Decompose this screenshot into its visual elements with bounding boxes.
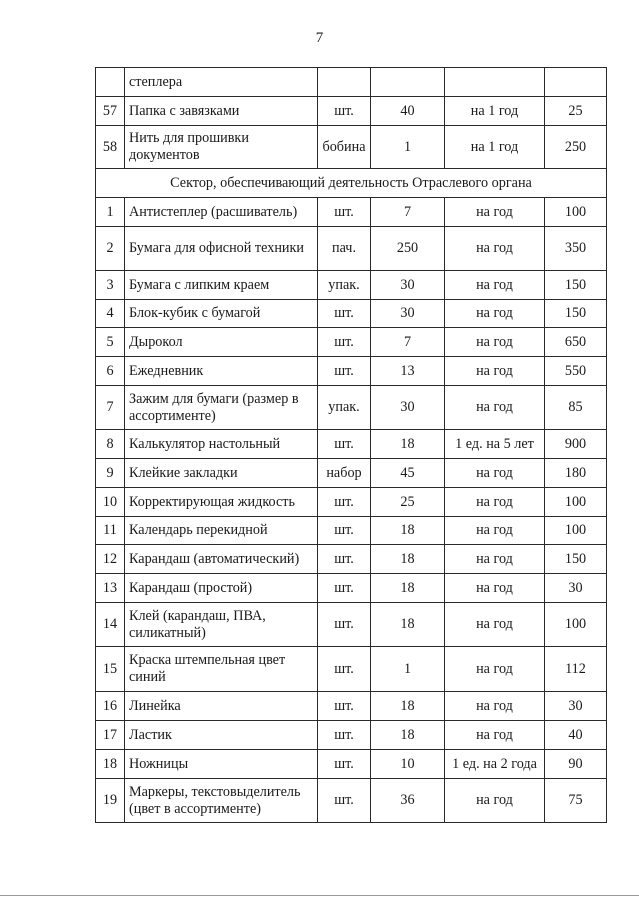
cell-period: на год [445, 227, 545, 271]
cell-name: Дырокол [125, 328, 318, 357]
page-number: 7 [315, 30, 324, 46]
cell-period: на год [445, 357, 545, 386]
table-row [96, 692, 607, 721]
section-header [96, 169, 607, 198]
cell-price: 250 [545, 126, 607, 169]
cell-qty: 25 [371, 488, 445, 517]
cell-num [96, 68, 125, 97]
cell-qty [371, 68, 445, 97]
cell-unit: шт. [318, 488, 371, 517]
cell-name: Ластик [125, 721, 318, 750]
section-title: Сектор, обеспечивающий деятельность Отраслевого органа [96, 169, 607, 198]
cell-unit: шт. [318, 603, 371, 647]
cell-period: на год [445, 517, 545, 545]
cell-qty: 18 [371, 574, 445, 603]
cell-unit: шт. [318, 779, 371, 823]
table-row [96, 517, 607, 545]
cell-period: на год [445, 386, 545, 430]
table-row [96, 271, 607, 300]
cell-period: на год [445, 779, 545, 823]
cell-num: 8 [96, 430, 125, 459]
table-row [96, 97, 607, 126]
continuation-rows [96, 68, 607, 169]
cell-period: на год [445, 647, 545, 692]
cell-num: 15 [96, 647, 125, 692]
cell-period: на год [445, 721, 545, 750]
cell-qty: 7 [371, 328, 445, 357]
table-row [96, 198, 607, 227]
cell-price: 100 [545, 198, 607, 227]
cell-num: 57 [96, 97, 125, 126]
cell-price: 85 [545, 386, 607, 430]
cell-num: 2 [96, 227, 125, 271]
cell-qty: 36 [371, 779, 445, 823]
cell-unit: упак. [318, 271, 371, 300]
cell-price: 150 [545, 271, 607, 300]
table-row [96, 779, 607, 823]
cell-name: Корректирующая жидкость [125, 488, 318, 517]
cell-num: 17 [96, 721, 125, 750]
cell-qty: 18 [371, 692, 445, 721]
cell-price: 40 [545, 721, 607, 750]
table-row [96, 328, 607, 357]
cell-unit: шт. [318, 97, 371, 126]
cell-unit: бобина [318, 126, 371, 169]
supplies-table [95, 67, 607, 823]
table-row [96, 357, 607, 386]
cell-period: на 1 год [445, 126, 545, 169]
cell-price: 550 [545, 357, 607, 386]
cell-qty: 40 [371, 97, 445, 126]
cell-price: 150 [545, 300, 607, 328]
cell-price: 30 [545, 692, 607, 721]
cell-unit: шт. [318, 328, 371, 357]
cell-period: на 1 год [445, 97, 545, 126]
cell-price: 180 [545, 459, 607, 488]
cell-qty: 1 [371, 647, 445, 692]
table-row [96, 386, 607, 430]
table-row [96, 430, 607, 459]
cell-name: Ежедневник [125, 357, 318, 386]
table-row [96, 545, 607, 574]
cell-name: Калькулятор настольный [125, 430, 318, 459]
cell-name: Блок-кубик с бумагой [125, 300, 318, 328]
cell-name: Папка с завязками [125, 97, 318, 126]
cell-unit: шт. [318, 692, 371, 721]
cell-price: 75 [545, 779, 607, 823]
table-row [96, 750, 607, 779]
cell-price: 90 [545, 750, 607, 779]
cell-num: 19 [96, 779, 125, 823]
cell-num: 5 [96, 328, 125, 357]
cell-price: 30 [545, 574, 607, 603]
table-row [96, 647, 607, 692]
cell-qty: 13 [371, 357, 445, 386]
cell-num: 18 [96, 750, 125, 779]
cell-name: степлера [125, 68, 318, 97]
cell-num: 7 [96, 386, 125, 430]
cell-price: 100 [545, 603, 607, 647]
cell-unit: шт. [318, 647, 371, 692]
cell-unit: упак. [318, 386, 371, 430]
cell-unit: шт. [318, 517, 371, 545]
cell-qty: 18 [371, 517, 445, 545]
cell-name: Клейкие закладки [125, 459, 318, 488]
table-row [96, 721, 607, 750]
cell-price: 100 [545, 517, 607, 545]
cell-name: Бумага для офисной техники [125, 227, 318, 271]
cell-qty: 18 [371, 430, 445, 459]
cell-num: 3 [96, 271, 125, 300]
cell-qty: 45 [371, 459, 445, 488]
cell-name: Нить для прошивки документов [125, 126, 318, 169]
cell-period: на год [445, 603, 545, 647]
cell-num: 1 [96, 198, 125, 227]
cell-price [545, 68, 607, 97]
cell-unit: шт. [318, 300, 371, 328]
cell-period: на год [445, 300, 545, 328]
cell-name: Маркеры, текстовыделитель (цвет в ассортименте) [125, 779, 318, 823]
cell-num: 4 [96, 300, 125, 328]
cell-period: 1 ед. на 5 лет [445, 430, 545, 459]
table-row [96, 488, 607, 517]
cell-qty: 250 [371, 227, 445, 271]
cell-qty: 30 [371, 300, 445, 328]
cell-qty: 1 [371, 126, 445, 169]
table-row [96, 227, 607, 271]
section-row [96, 169, 607, 198]
cell-unit: шт. [318, 721, 371, 750]
cell-unit: шт. [318, 198, 371, 227]
table-row [96, 459, 607, 488]
cell-name: Клей (карандаш, ПВА, силикатный) [125, 603, 318, 647]
cell-unit: шт. [318, 574, 371, 603]
cell-period: на год [445, 574, 545, 603]
cell-period: на год [445, 459, 545, 488]
cell-name: Зажим для бумаги (размер в ассортименте) [125, 386, 318, 430]
cell-unit: шт. [318, 750, 371, 779]
section-rows [96, 198, 607, 823]
cell-price: 350 [545, 227, 607, 271]
cell-period [445, 68, 545, 97]
cell-period: 1 ед. на 2 года [445, 750, 545, 779]
table-row [96, 300, 607, 328]
cell-name: Линейка [125, 692, 318, 721]
cell-unit: шт. [318, 430, 371, 459]
cell-name: Карандаш (автоматический) [125, 545, 318, 574]
cell-name: Карандаш (простой) [125, 574, 318, 603]
table-row [96, 68, 607, 97]
cell-num: 58 [96, 126, 125, 169]
cell-period: на год [445, 271, 545, 300]
cell-qty: 18 [371, 721, 445, 750]
cell-name: Бумага с липким краем [125, 271, 318, 300]
cell-unit: пач. [318, 227, 371, 271]
cell-unit: шт. [318, 357, 371, 386]
cell-price: 25 [545, 97, 607, 126]
table-row [96, 574, 607, 603]
cell-qty: 18 [371, 545, 445, 574]
cell-qty: 30 [371, 271, 445, 300]
cell-period: на год [445, 488, 545, 517]
cell-period: на год [445, 198, 545, 227]
cell-num: 6 [96, 357, 125, 386]
table-row [96, 126, 607, 169]
table-row [96, 603, 607, 647]
cell-num: 14 [96, 603, 125, 647]
cell-name: Антистеплер (расшиватель) [125, 198, 318, 227]
page-edge-line [0, 895, 639, 896]
cell-num: 16 [96, 692, 125, 721]
cell-name: Краска штемпельная цвет синий [125, 647, 318, 692]
cell-qty: 30 [371, 386, 445, 430]
cell-unit: шт. [318, 545, 371, 574]
cell-name: Календарь перекидной [125, 517, 318, 545]
cell-qty: 7 [371, 198, 445, 227]
cell-price: 150 [545, 545, 607, 574]
cell-num: 11 [96, 517, 125, 545]
cell-price: 900 [545, 430, 607, 459]
cell-unit [318, 68, 371, 97]
cell-qty: 10 [371, 750, 445, 779]
cell-num: 10 [96, 488, 125, 517]
cell-price: 650 [545, 328, 607, 357]
cell-price: 100 [545, 488, 607, 517]
cell-name: Ножницы [125, 750, 318, 779]
cell-num: 13 [96, 574, 125, 603]
cell-qty: 18 [371, 603, 445, 647]
cell-unit: набор [318, 459, 371, 488]
cell-price: 112 [545, 647, 607, 692]
cell-period: на год [445, 545, 545, 574]
cell-num: 9 [96, 459, 125, 488]
cell-num: 12 [96, 545, 125, 574]
cell-period: на год [445, 692, 545, 721]
cell-period: на год [445, 328, 545, 357]
